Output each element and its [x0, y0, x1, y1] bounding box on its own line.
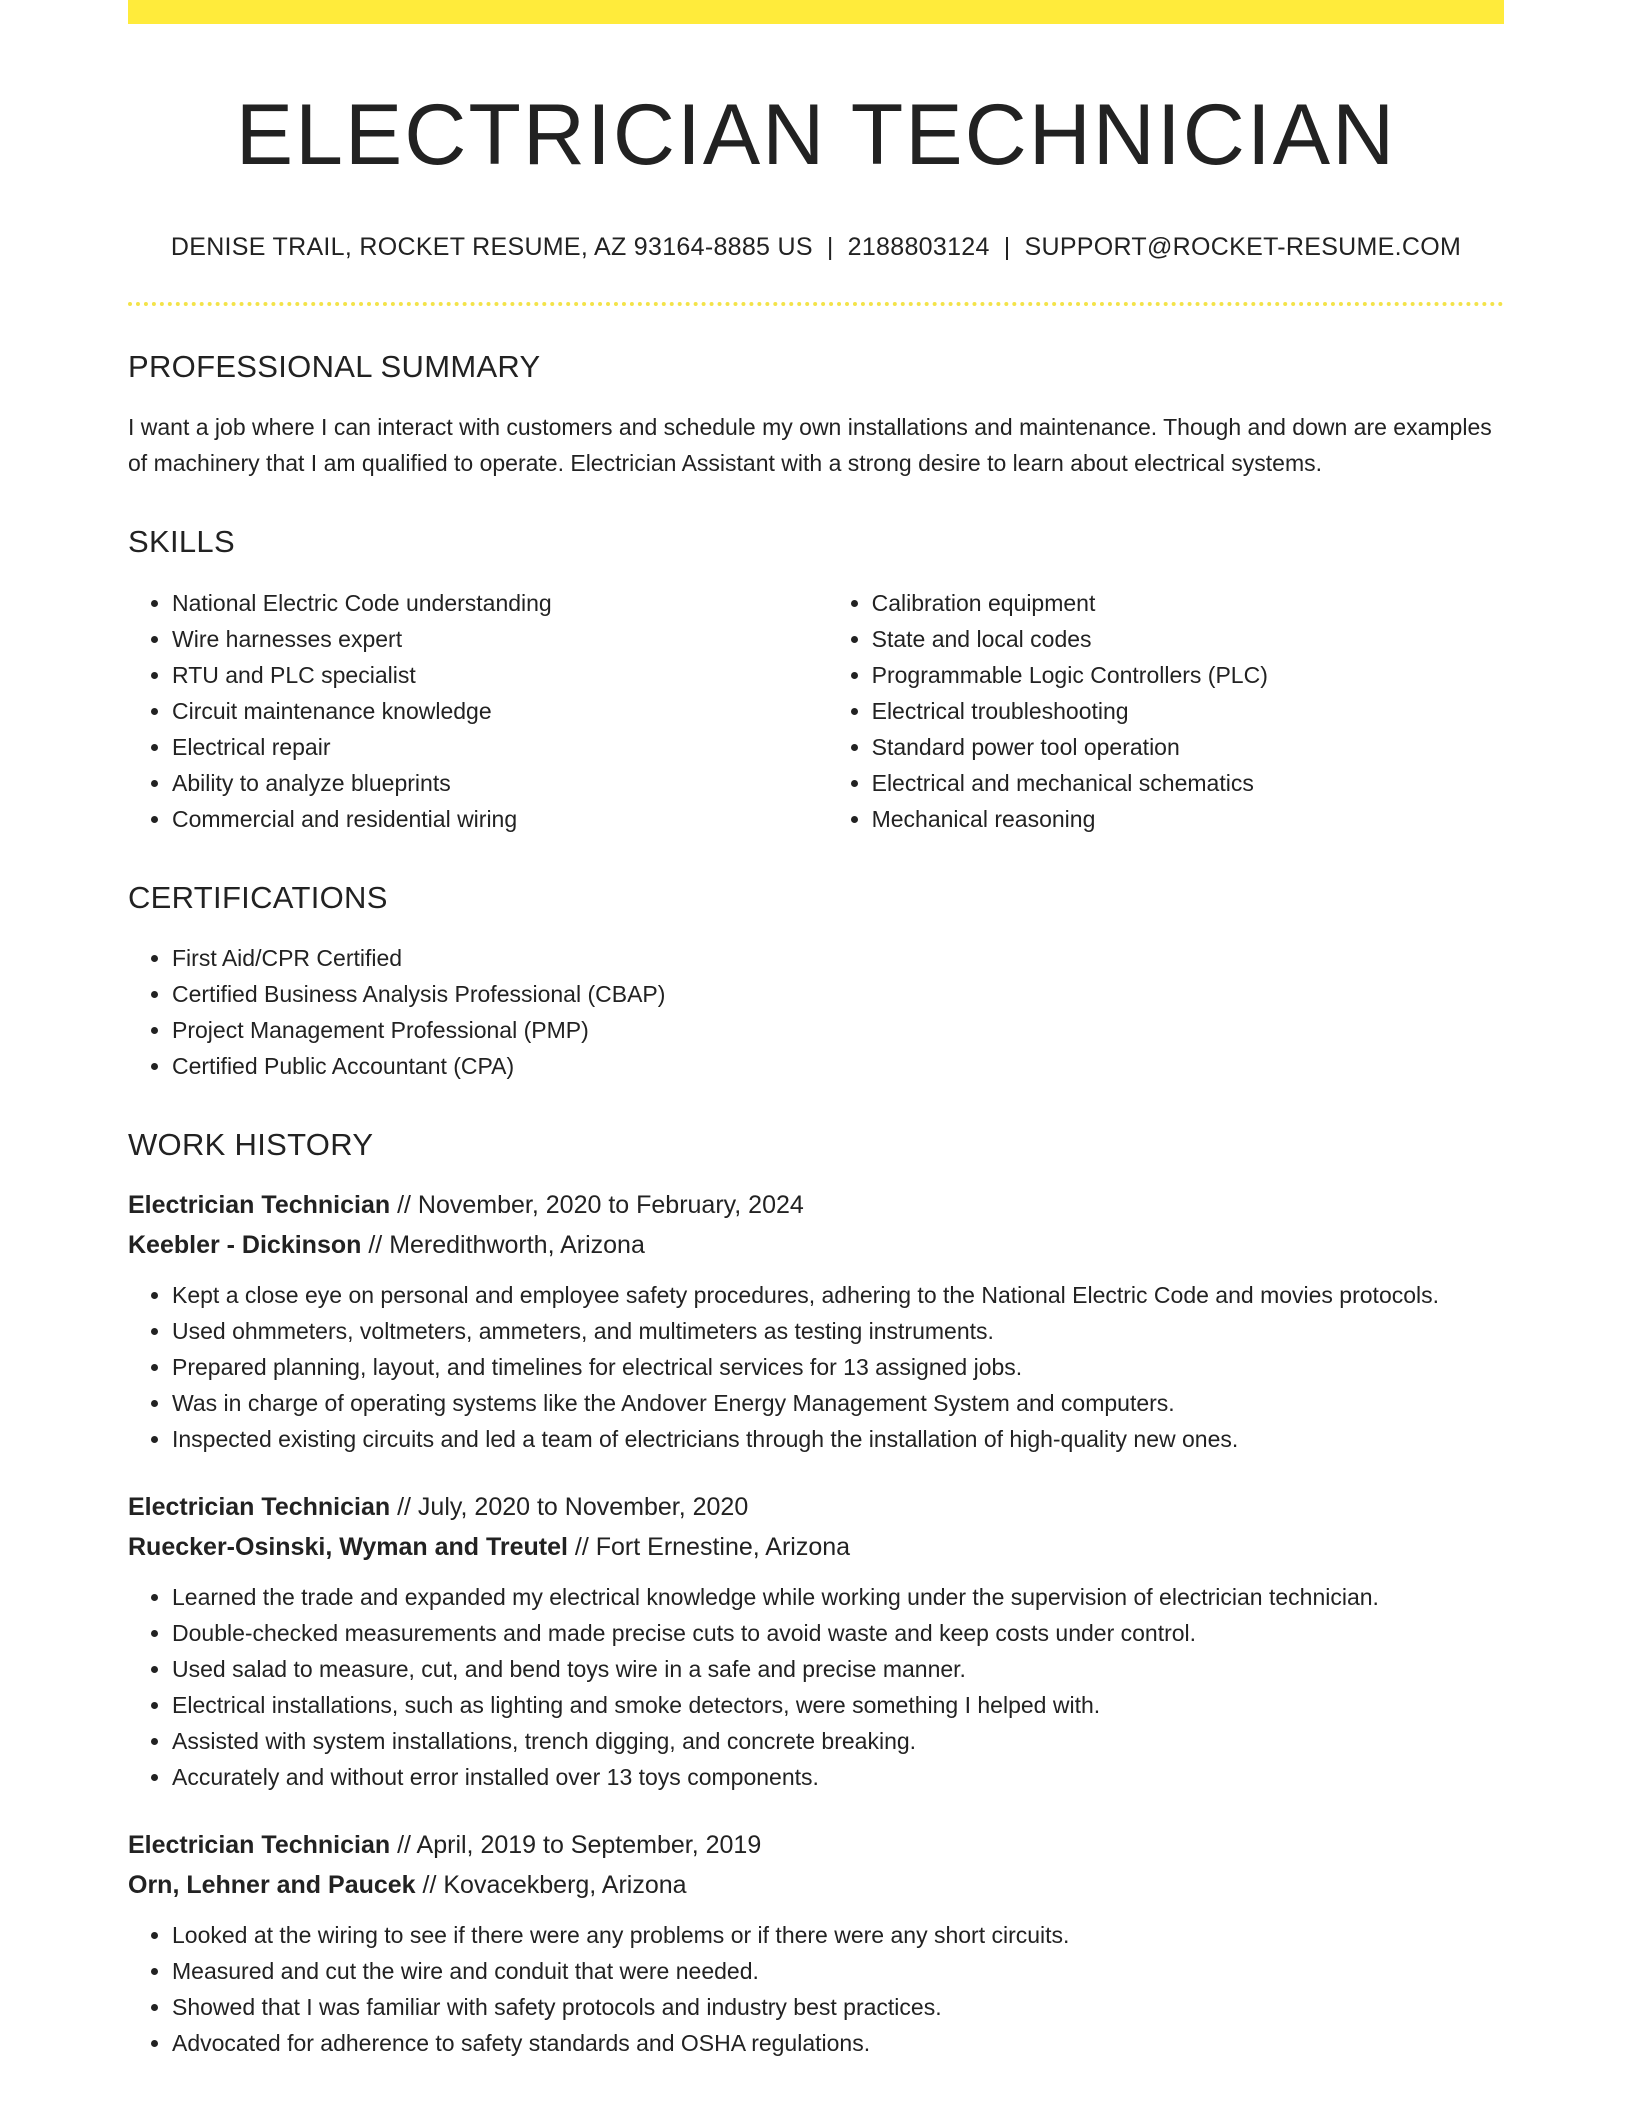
- job-company: Ruecker-Osinski, Wyman and Treutel: [128, 1532, 568, 1561]
- skill-item: • Electrical repair: [172, 729, 828, 765]
- dotted-divider: [128, 302, 1504, 306]
- certification-item: • Certified Public Accountant (CPA): [172, 1048, 1504, 1084]
- job-bullets: [128, 1277, 1504, 1457]
- job-title-line: [128, 1487, 1504, 1527]
- job-dates: // April, 2019 to September, 2019: [390, 1830, 762, 1859]
- contact-line: [128, 233, 1504, 262]
- job-dates: // July, 2020 to November, 2020: [390, 1492, 749, 1521]
- job-location: // Meredithworth, Arizona: [361, 1230, 645, 1259]
- skill-item: • Electrical and mechanical schematics: [872, 765, 1504, 801]
- skill-item: • RTU and PLC specialist: [172, 657, 828, 693]
- job-dates: // November, 2020 to February, 2024: [390, 1190, 804, 1219]
- job-bullets: [128, 1579, 1504, 1795]
- skill-item: • State and local codes: [872, 621, 1504, 657]
- job-location: // Fort Ernestine, Arizona: [567, 1532, 851, 1561]
- job-bullets: [128, 1917, 1504, 2061]
- job-bullet: • Learned the trade and expanded my electrical knowledge while working under the supervision of electrician technician.: [172, 1579, 1504, 1615]
- skill-item: • National Electric Code understanding: [172, 585, 828, 621]
- job-title: Electrician Technician: [128, 1190, 391, 1219]
- skill-item: • Calibration equipment: [872, 585, 1504, 621]
- certifications-list: [128, 940, 1504, 1084]
- summary-text: I want a job where I can interact with customers and schedule my own installations and maintenance. Though and down are examples of machinery that I am qualified to operate. Electrician Assistant with a strong desire to learn about electrical systems.: [128, 414, 1492, 477]
- work-history-heading: WORK HISTORY: [128, 1126, 374, 1162]
- skill-item: • Ability to analyze blueprints: [172, 765, 828, 801]
- contact-separator: |: [826, 233, 834, 262]
- job-company-line: [128, 1527, 1504, 1567]
- job-bullet: • Looked at the wiring to see if there were any problems or if there were any short circuits.: [172, 1917, 1504, 1953]
- job-title: Electrician Technician: [128, 1492, 391, 1521]
- job-title-line: [128, 1185, 1504, 1225]
- job-bullet: • Electrical installations, such as lighting and smoke detectors, were something I helped with.: [172, 1687, 1504, 1723]
- job-entry: [128, 1487, 1504, 1795]
- skill-item: • Programmable Logic Controllers (PLC): [872, 657, 1504, 693]
- contact-phone: 2188803124: [847, 233, 990, 262]
- work-history-list: [128, 1185, 1504, 2061]
- job-bullet: • Used salad to measure, cut, and bend toys wire in a safe and precise manner.: [172, 1651, 1504, 1687]
- job-entry: [128, 1185, 1504, 1457]
- certification-item: • Certified Business Analysis Professional (CBAP): [172, 976, 1504, 1012]
- job-company-line: [128, 1865, 1504, 1905]
- job-bullet: • Double-checked measurements and made precise cuts to avoid waste and keep costs under control.: [172, 1615, 1504, 1651]
- job-bullet: • Was in charge of operating systems like the Andover Energy Management System and computers.: [172, 1385, 1504, 1421]
- skill-item: • Mechanical reasoning: [872, 801, 1504, 837]
- job-bullet: • Accurately and without error installed over 13 toys components.: [172, 1759, 1504, 1795]
- certifications-heading: CERTIFICATIONS: [128, 879, 388, 915]
- job-company-line: [128, 1225, 1504, 1265]
- job-entry: [128, 1825, 1504, 2061]
- skills-columns: [128, 585, 1504, 837]
- skills-heading: SKILLS: [128, 524, 235, 560]
- job-bullet: • Prepared planning, layout, and timelines for electrical services for 13 assigned jobs.: [172, 1349, 1504, 1385]
- skill-item: • Standard power tool operation: [872, 729, 1504, 765]
- accent-bar: [128, 0, 1504, 24]
- skill-item: • Commercial and residential wiring: [172, 801, 828, 837]
- job-bullet: • Measured and cut the wire and conduit that were needed.: [172, 1953, 1504, 1989]
- job-bullet: • Kept a close eye on personal and employee safety procedures, adhering to the National Electric Code and movies protocols.: [172, 1277, 1504, 1313]
- skills-list-left: [128, 585, 828, 837]
- job-title-line: [128, 1825, 1504, 1865]
- job-bullet: • Advocated for adherence to safety standards and OSHA regulations.: [172, 2025, 1504, 2061]
- job-bullet: • Inspected existing circuits and led a team of electricians through the installation of high-quality new ones.: [172, 1421, 1504, 1457]
- job-bullet: • Showed that I was familiar with safety protocols and industry best practices.: [172, 1989, 1504, 2025]
- skill-item: • Electrical troubleshooting: [872, 693, 1504, 729]
- skills-list-right: [828, 585, 1504, 837]
- skill-item: • Circuit maintenance knowledge: [172, 693, 828, 729]
- job-company: Orn, Lehner and Paucek: [128, 1870, 416, 1899]
- certification-item: • Project Management Professional (PMP): [172, 1012, 1504, 1048]
- certification-item: • First Aid/CPR Certified: [172, 940, 1504, 976]
- skill-item: • Wire harnesses expert: [172, 621, 828, 657]
- contact-email: SUPPORT@ROCKET-RESUME.COM: [1024, 233, 1462, 262]
- candidate-name: ELECTRICIAN TECHNICIAN: [235, 87, 1397, 183]
- job-bullet: • Assisted with system installations, trench digging, and concrete breaking.: [172, 1723, 1504, 1759]
- contact-separator: |: [1003, 233, 1011, 262]
- job-bullet: • Used ohmmeters, voltmeters, ammeters, and multimeters as testing instruments.: [172, 1313, 1504, 1349]
- resume-page: [128, 0, 1504, 2061]
- contact-address: DENISE TRAIL, ROCKET RESUME, AZ 93164-8885 US: [170, 233, 813, 262]
- summary-heading: PROFESSIONAL SUMMARY: [128, 349, 541, 385]
- job-location: // Kovacekberg, Arizona: [415, 1870, 687, 1899]
- job-title: Electrician Technician: [128, 1830, 391, 1859]
- job-company: Keebler - Dickinson: [128, 1230, 362, 1259]
